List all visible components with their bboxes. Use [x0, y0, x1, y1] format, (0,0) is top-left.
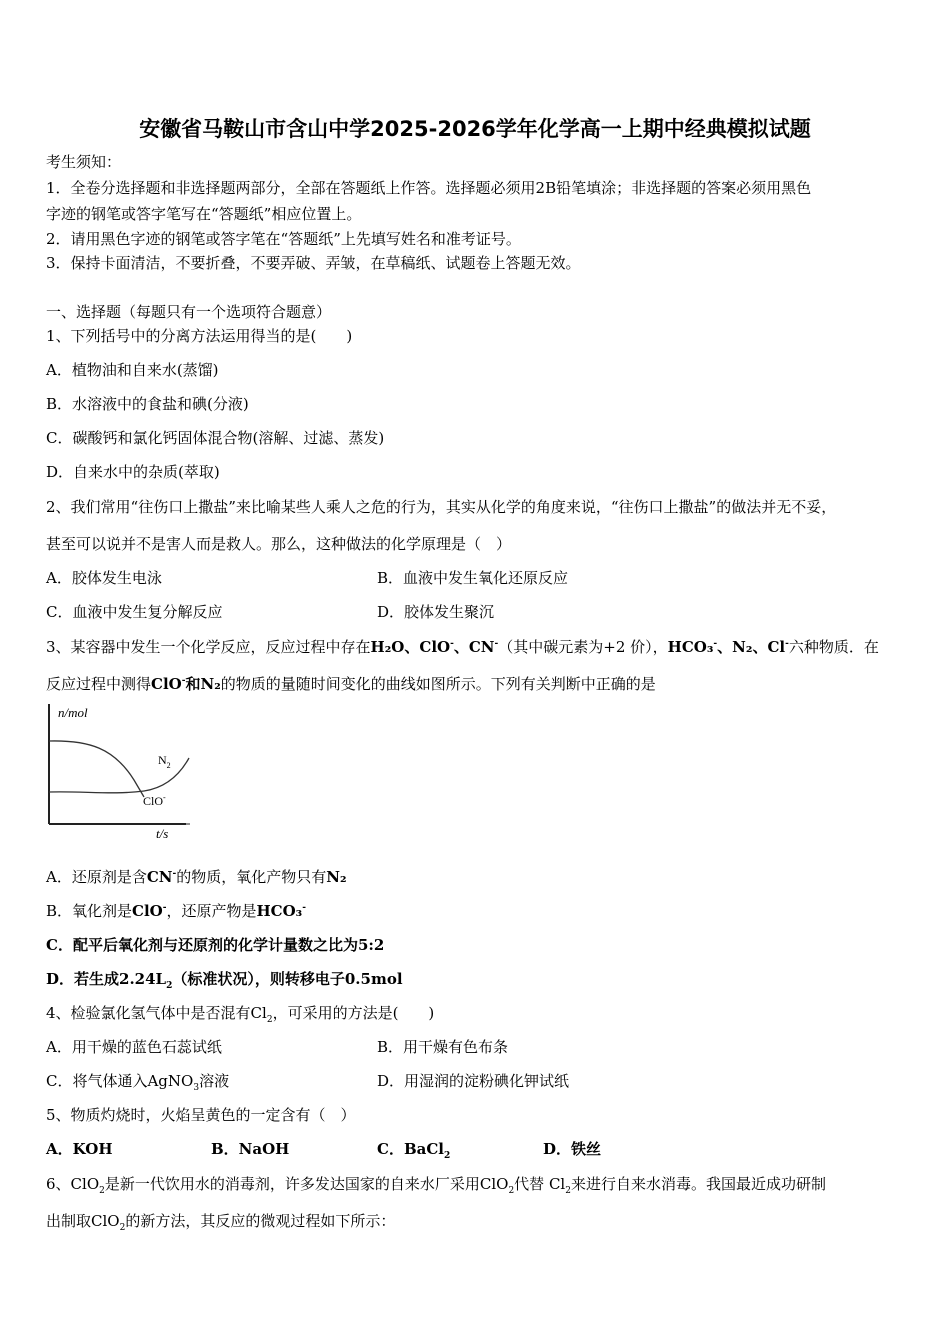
q2-stem-2: 甚至可以说并不是害人而是救人。那么，这种做法的化学原理是（ ） — [46, 535, 512, 553]
q3-option-a: A．还原剂是含CN-的物质，氧化产物只有N₂ — [46, 868, 347, 886]
q5-stem: 5、物质灼烧时，火焰呈黄色的一定含有（ ） — [46, 1106, 356, 1124]
q5-option-a: A．KOH — [46, 1140, 113, 1158]
q3-chart — [44, 700, 194, 840]
q4-stem: 4、检验氯化氢气体中是否混有$Cl_2$，可采用的方法是( ) — [46, 1004, 435, 1025]
q3-option-c: C．配平后氧化剂与还原剂的化学计量数之比为5:2 — [46, 936, 385, 954]
series-n2-label: $N_2$ — [158, 753, 171, 770]
q4-option-d: D．用湿润的淀粉碘化钾试纸 — [377, 1072, 570, 1090]
q5-option-c: C．BaCl$_2$ — [377, 1140, 451, 1161]
notice-item-1b: 字迹的钢笔或答字笔写在“答题纸”相应位置上。 — [46, 205, 362, 223]
q4-option-c: C．将气体通入AgNO$_3$溶液 — [46, 1072, 230, 1093]
q3-stem-1: 3、某容器中发生一个化学反应，反应过程中存在H₂O、ClO-、CN-（其中碳元素为+2 价），HCO₃-、N₂、Cl-六种物质．在 — [46, 638, 879, 656]
series-clo-label: ClO- — [143, 793, 166, 808]
q4-option-b: B．用干燥有色布条 — [377, 1038, 509, 1056]
q2-stem-1: 2、我们常用“往伤口上撒盐”来比喻某些人乘人之危的行为，其实从化学的角度来说，“往伤口上撒盐”的做法并无不妥， — [46, 498, 837, 516]
q2-option-b: B．血液中发生氧化还原反应 — [377, 569, 569, 587]
q1-stem: 1、下列括号中的分离方法运用得当的是( ) — [46, 327, 353, 345]
q2-option-d: D．胶体发生聚沉 — [377, 603, 495, 621]
section-heading: 一、选择题（每题只有一个选项符合题意） — [46, 303, 332, 321]
notice-item-3: 3．保持卡面清洁，不要折叠，不要弄破、弄皱，在草稿纸、试题卷上答题无效。 — [46, 254, 581, 272]
notice-item-2: 2．请用黑色字迹的钢笔或答字笔在“答题纸”上先填写姓名和准考证号。 — [46, 230, 521, 248]
q6-stem-1: 6、ClO$_2$是新一代饮用水的消毒剂，许多发达国家的自来水厂采用ClO$_2$代替 $Cl_2$来进行自来水消毒。我国最近成功研制 — [46, 1175, 826, 1196]
x-axis-label: t/s — [156, 826, 169, 840]
notice-item-1a: 1．全卷分选择题和非选择题两部分，全部在答题纸上作答。选择题必须用2B铅笔填涂；非选择题的答案必须用黑色 — [46, 179, 812, 197]
q1-option-b: B．水溶液中的食盐和碘(分液) — [46, 395, 249, 413]
q1-option-c: C．碳酸钙和氯化钙固体混合物(溶解、过滤、蒸发) — [46, 429, 385, 447]
q5-option-d: D．铁丝 — [543, 1140, 602, 1158]
q1-option-d: D．自来水中的杂质(萃取) — [46, 463, 220, 481]
q3-stem-2: 反应过程中测得ClO-和N₂的物质的量随时间变化的曲线如图所示。下列有关判断中正确的是 — [46, 675, 656, 693]
q1-option-a: A．植物油和自来水(蒸馏) — [46, 361, 219, 379]
notice-heading: 考生须知： — [46, 153, 122, 171]
q5-option-b: B．NaOH — [211, 1140, 290, 1158]
q3-option-d: D．若生成$2.24L_2$（标准状况），则转移电子0.5mol — [46, 970, 403, 991]
page-title: 安徽省马鞍山市含山中学2025-2026学年化学高一上期中经典模拟试题 — [139, 117, 811, 141]
q4-option-a: A．用干燥的蓝色石蕊试纸 — [46, 1038, 222, 1056]
q3-option-b: B．氧化剂是ClO-，还原产物是HCO₃- — [46, 902, 306, 920]
q2-option-a: A．胶体发生电泳 — [46, 569, 162, 587]
q2-option-c: C．血液中发生复分解反应 — [46, 603, 223, 621]
q6-stem-2: 出制取ClO$_2$的新方法，其反应的微观过程如下所示： — [46, 1212, 396, 1233]
y-axis-label: n/mol — [58, 705, 88, 720]
